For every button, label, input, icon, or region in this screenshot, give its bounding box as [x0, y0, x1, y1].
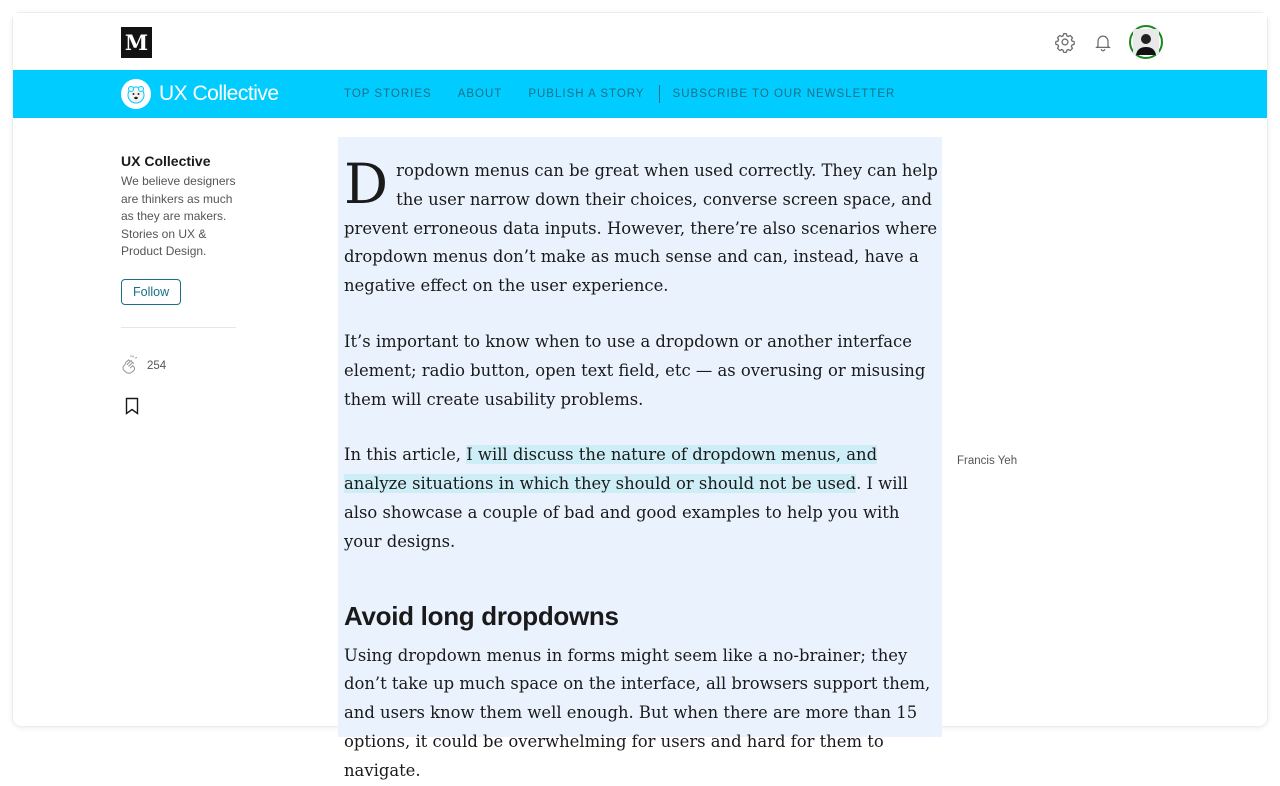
publication-nav [344, 70, 921, 118]
publication-name: UX Collective [159, 82, 279, 105]
sidebar-description: We believe designers are thinkers as much as they are makers. Stories on UX & Product Design. [121, 174, 236, 258]
follow-button[interactable]: Follow [121, 279, 181, 305]
drop-cap: D [344, 152, 389, 216]
browser-page [13, 13, 1267, 780]
highlighted-text[interactable]: I will discuss the nature of dropdown menus, and analyze situations in which they should or should not be used [344, 445, 878, 494]
nav-divider [659, 85, 660, 103]
paragraph-1-text: ropdown menus can be great when used correctly. They can help the user narrow down their choices, converse screen space, and prevent erroneous data inputs. However, there’re also scenarios where dropdown menus don’t make as much sense and can, instead, have a negative effect on the user experience. [344, 161, 938, 296]
polar-bear-logo-icon [121, 79, 151, 109]
highlight-author[interactable]: Francis Yeh [957, 455, 1018, 467]
top-bar [13, 13, 1267, 70]
article-paragraph-2: It’s important to know when to use a dropdown or another interface element; radio button, open text field, etc — as overusing or misusing them will create usability problems. [344, 331, 926, 409]
article-paragraph-3 [344, 441, 938, 556]
nav-about[interactable]: ABOUT [457, 88, 503, 100]
medium-logo[interactable]: M [121, 27, 152, 58]
article-paragraph-4: Using dropdown menus in forms might seem like a no-brainer; they don’t take up much space on the interface, all browsers support them, and users know them well enough. But when there are more than 15 options, it could be overwhelming for users and hard for them to navigate. [344, 645, 931, 780]
clap-icon[interactable] [121, 354, 141, 379]
nav-publish-a-story[interactable]: PUBLISH A STORY [528, 88, 645, 100]
paragraph-3-text-before: In this article, [344, 445, 467, 465]
publication-bar [13, 70, 1267, 118]
publication-sidebar [121, 153, 236, 420]
sidebar-divider [121, 327, 236, 328]
article-paragraph-1 [344, 152, 938, 301]
top-icons [1053, 25, 1163, 59]
avatar-image [1133, 29, 1159, 55]
user-avatar[interactable] [1129, 25, 1163, 59]
settings-icon[interactable] [1053, 30, 1077, 54]
notification-bell-icon[interactable] [1091, 30, 1115, 54]
section-heading: Avoid long dropdowns [344, 600, 619, 631]
clap-row [121, 354, 236, 379]
clap-count: 254 [147, 360, 167, 372]
nav-top-stories[interactable]: TOP STORIES [344, 88, 432, 100]
bookmark-icon[interactable] [125, 397, 236, 420]
article-body [338, 137, 942, 780]
publication-logo[interactable] [121, 79, 279, 109]
sidebar-title[interactable]: UX Collective [121, 153, 211, 169]
paragraph-3-text-after: . I will also showcase a couple of bad and good examples to help you with your designs. [344, 474, 908, 551]
nav-subscribe-newsletter[interactable]: SUBSCRIBE TO OUR NEWSLETTER [672, 88, 896, 100]
